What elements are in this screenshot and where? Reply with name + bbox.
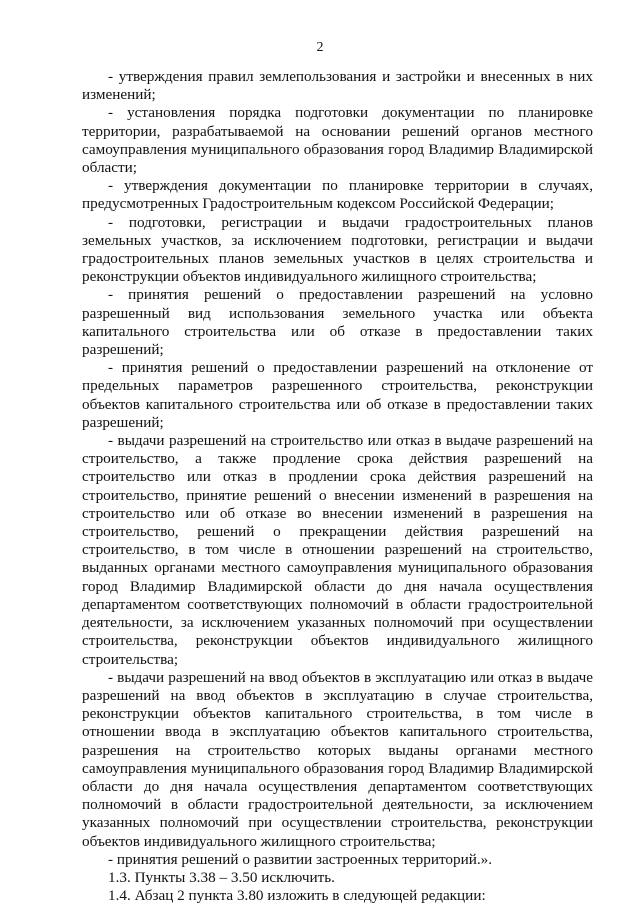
document-body [82,68,593,905]
paragraph: - утверждения документации по планировке территории в случаях, предусмотренных Градостроительным кодексом Российской Федерации; [82,177,593,213]
paragraph: - принятия решений о развитии застроенных территорий.». [108,850,493,868]
paragraph: - принятия решений о предоставлении разрешений на отклонение от предельных параметров разрешенного строительства, реконструкции объектов капитального строительства или об отказе в предоставлении таких разрешений; [82,359,593,431]
paragraph: - принятия решений о предоставлении разрешений на условно разрешенный вид использования земельного участка или объекта капитального строительства или об отказе в предоставлении таких разрешений; [82,286,593,359]
paragraph: - выдачи разрешений на строительство или отказ в выдаче разрешений на строительство, а также продление срока действия разрешений на строительство или отказ в продлении срока действия разрешений на строительство, принятие решений о внесении изменений в разрешения на строительство или об отказе во внесении изменений в разрешения на строительство, решений о прекращении действия разрешений на строительство, в том числе в отношении разрешений на строительство, выданных органами местного самоуправления муниципального образования город Владимир Владимирской области до дня начала осуществления департаментом соответствующих полномочий в области градостроительной деятельности, за исключением указанных полномочий при осуществлении строительства, реконструкции объектов индивидуального жилищного строительства; [82,432,593,668]
page-number: 2 [316,40,324,55]
paragraph: - установления порядка подготовки документации по планировке территории, разрабатываемой на основании решений органов местного самоуправления муниципального образования город Владимир Владимирской области; [82,104,593,177]
paragraph: 1.3. Пункты 3.38 – 3.50 исключить. [108,868,335,886]
paragraph: - выдачи разрешений на ввод объектов в эксплуатацию или отказ в выдаче разрешений на ввод объектов в эксплуатацию в случае строительства, реконструкции объектов капитального строительства, в том числе в отношении ввода в эксплуатацию объектов капитального строительства, разрешения на строительство которых выданы органами местного самоуправления муниципального образования город Владимир Владимирской области до дня начала осуществления департаментом соответствующих полномочий в области градостроительной деятельности, за исключением указанных полномочий при осуществлении строительства, реконструкции объектов индивидуального жилищного строительства; [82,668,593,850]
paragraph: - подготовки, регистрации и выдачи градостроительных планов земельных участков, за исключением подготовки, регистрации и выдачи градостроительных планов земельных участков в целях строительства и реконструкции объектов индивидуального жилищного строительства; [82,213,593,286]
paragraph: 1.4. Абзац 2 пункта 3.80 изложить в следующей редакции: [108,887,486,905]
paragraph: - утверждения правил землепользования и застройки и внесенных в них изменений; [82,68,593,104]
